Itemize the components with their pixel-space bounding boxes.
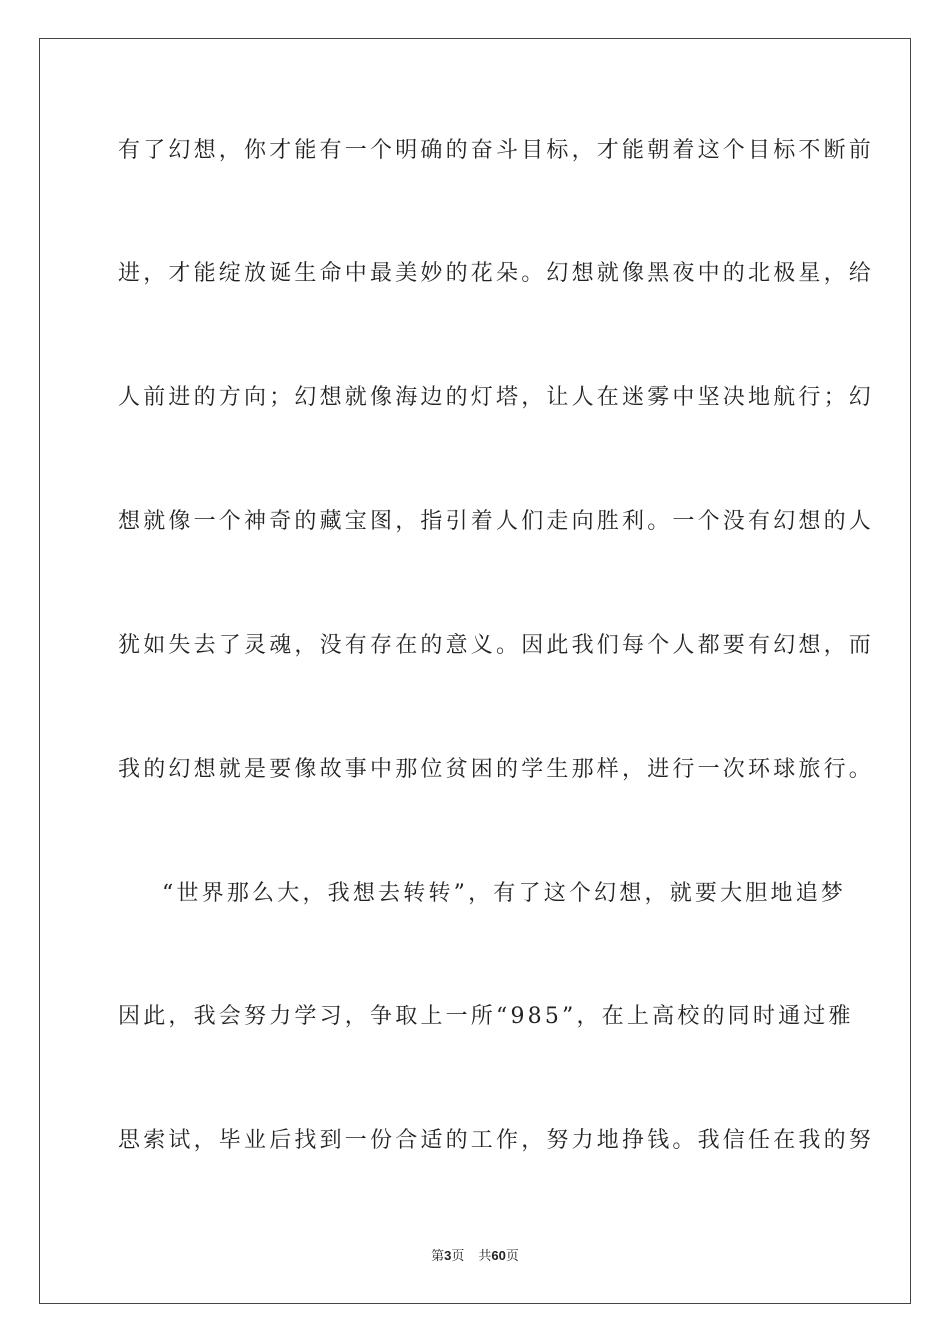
paragraph-line-9: 思索试，毕业后找到一份合适的工作，努力地挣钱。我信任在我的努 bbox=[118, 1128, 875, 1153]
total-suffix: 页 bbox=[505, 1249, 519, 1264]
paragraph-line-6: 我的幻想就是要像故事中那位贫困的学生那样，进行一次环球旅行。 bbox=[118, 757, 875, 782]
paragraph-line-3: 人前进的方向；幻想就像海边的灯塔，让人在迷雾中坚决地航行；幻 bbox=[118, 385, 875, 410]
total-pages: 60 bbox=[491, 1248, 506, 1263]
paragraph-line-1: 有了幻想，你才能有一个明确的奋斗目标，才能朝着这个目标不断前 bbox=[118, 138, 875, 163]
page-suffix: 页 bbox=[451, 1249, 465, 1264]
paragraph-line-2: 进，才能绽放诞生命中最美妙的花朵。幻想就像黑夜中的北极星，给 bbox=[118, 261, 875, 286]
page-footer bbox=[0, 1247, 950, 1266]
total-prefix: 共 bbox=[478, 1249, 492, 1264]
paragraph-line-4: 想就像一个神奇的藏宝图，指引着人们走向胜利。一个没有幻想的人 bbox=[118, 509, 875, 534]
paragraph-line-5: 犹如失去了灵魂，没有存在的意义。因此我们每个人都要有幻想，而 bbox=[118, 633, 875, 658]
paragraph-line-7: “世界那么大，我想去转转”，有了这个幻想，就要大胆地追梦 bbox=[162, 881, 847, 906]
page-border bbox=[39, 38, 911, 1304]
page-number: 3 bbox=[444, 1248, 452, 1263]
page-prefix: 第 bbox=[431, 1249, 445, 1264]
paragraph-line-8: 因此，我会努力学习，争取上一所“985”，在上高校的同时通过雅 bbox=[118, 1004, 854, 1029]
